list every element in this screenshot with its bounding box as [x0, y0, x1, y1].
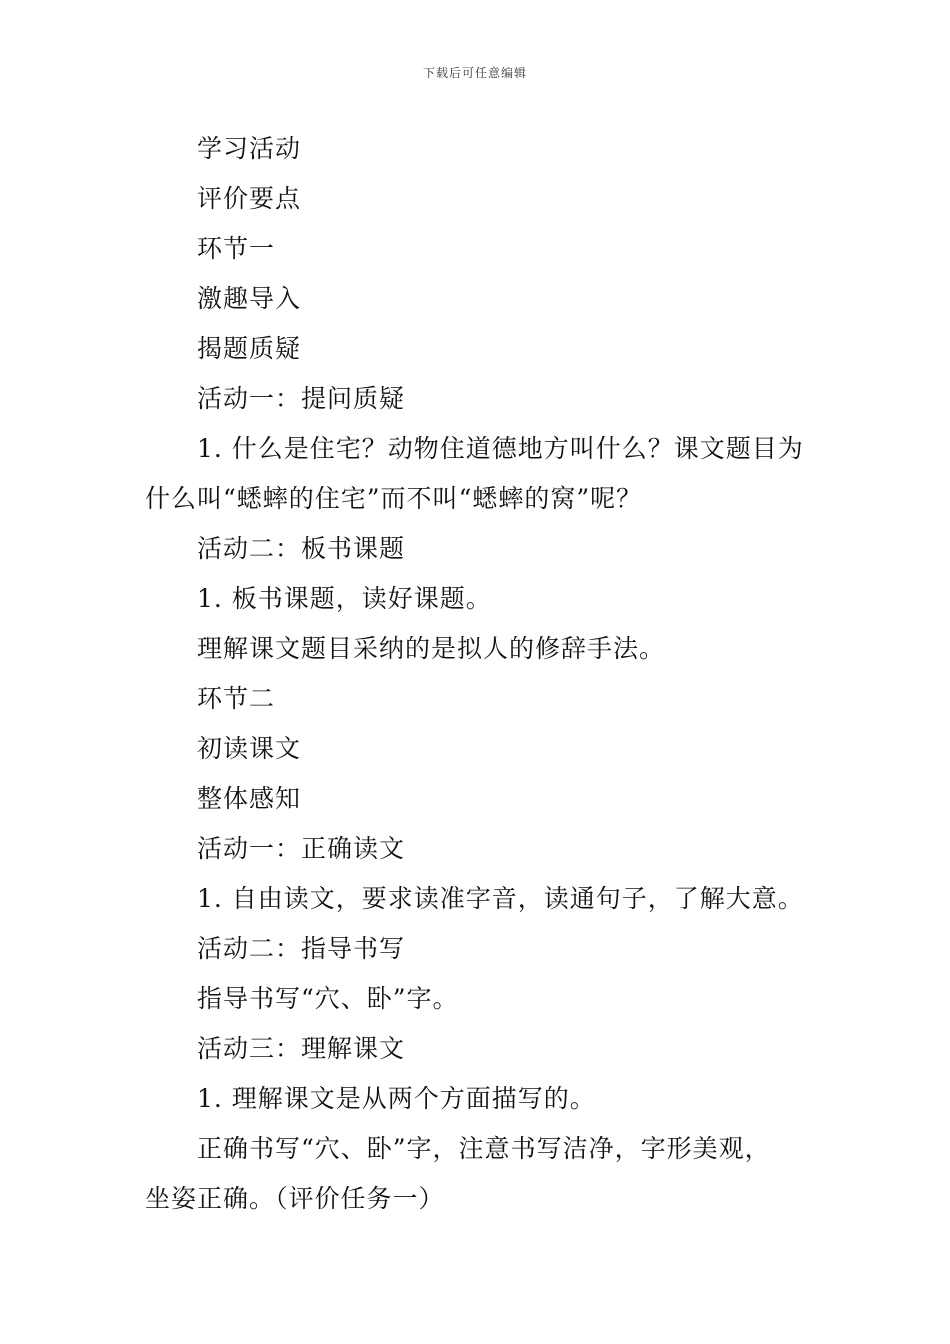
reading-activity-item: 1. 自由读文，要求读准字音，读通句子，了解大意。 — [197, 884, 804, 913]
writing-activity-title: 活动二：指导书写 — [197, 934, 406, 963]
section-two-title: 环节二 — [197, 684, 276, 713]
activity-one-title: 活动一：提问质疑 — [197, 384, 406, 413]
activity-two-item: 1. 板书课题，读好课题。 — [197, 584, 492, 613]
document-body — [145, 124, 810, 1224]
understanding-activity-title: 活动三：理解课文 — [197, 1034, 406, 1063]
section-two-subtitle-b: 整体感知 — [197, 784, 302, 813]
section-one-subtitle-b: 揭题质疑 — [197, 334, 302, 363]
question-paragraph — [145, 424, 810, 524]
heading-evaluation-points: 评价要点 — [197, 184, 302, 213]
understanding-activity-item: 1. 理解课文是从两个方面描写的。 — [197, 1084, 596, 1113]
section-two-subtitle-a: 初读课文 — [197, 734, 302, 763]
evaluation-line-2: 坐姿正确。（评价任务一） — [145, 1184, 445, 1213]
activity-two-note: 理解课文题目采纳的是拟人的修辞手法。 — [197, 634, 666, 663]
writing-activity-item: 指导书写“穴、卧”字。 — [197, 984, 459, 1013]
evaluation-line-1: 正确书写“穴、卧”字，注意书写洁净，字形美观， — [197, 1134, 771, 1163]
evaluation-paragraph — [145, 1124, 810, 1224]
heading-learning-activity: 学习活动 — [197, 134, 302, 163]
question-line-2: 什么叫“蟋蟀的住宅”而不叫“蟋蟀的窝”呢？ — [145, 484, 643, 513]
question-line-1: 1. 什么是住宅？动物住道德地方叫什么？课文题目为 — [197, 434, 804, 463]
reading-activity-title: 活动一：正确读文 — [197, 834, 406, 863]
section-one-subtitle-a: 激趣导入 — [197, 284, 302, 313]
activity-two-title: 活动二：板书课题 — [197, 534, 406, 563]
section-one-title: 环节一 — [197, 234, 276, 263]
page-header: 下载后可任意编辑 — [422, 66, 527, 80]
